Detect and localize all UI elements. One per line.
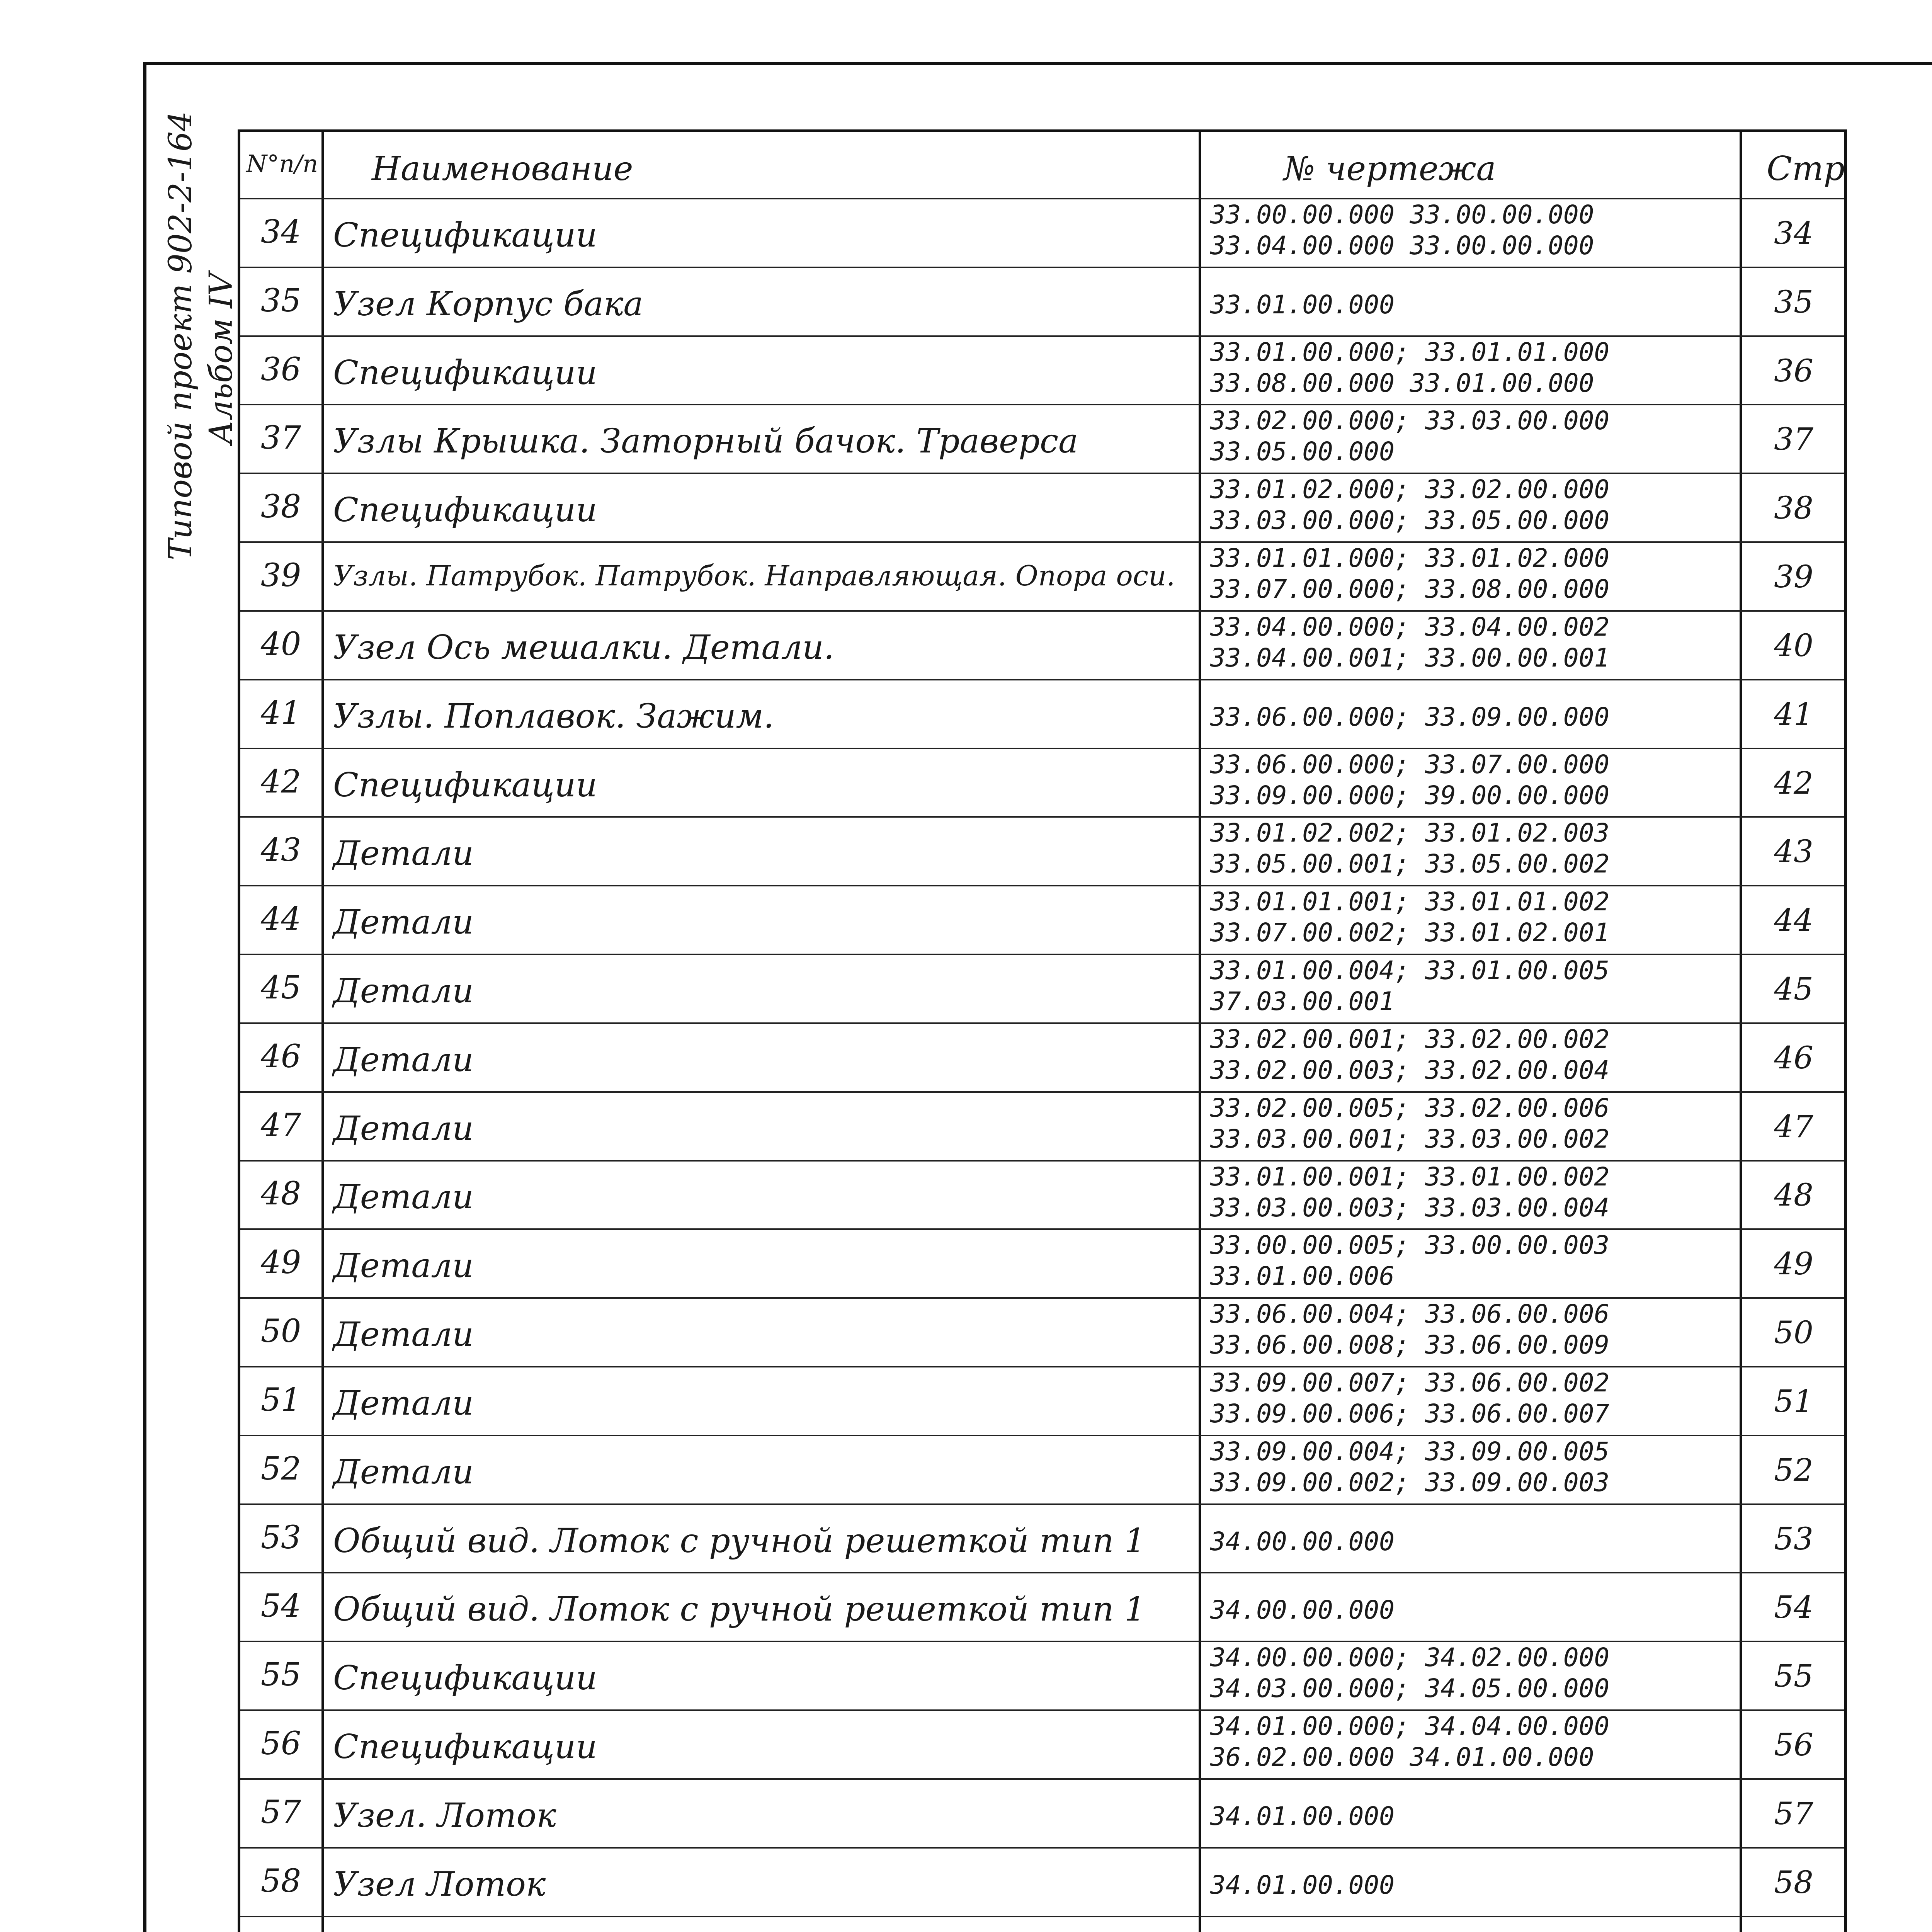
header-divider [240, 198, 1844, 199]
row-page: 39 [1774, 559, 1813, 595]
row-page: 58 [1774, 1864, 1813, 1900]
row-drawing-line1: 33.04.00.000; 33.04.00.002 [1210, 612, 1610, 642]
row-drawing-line1: 33.02.00.001; 33.02.00.002 [1210, 1024, 1610, 1054]
row-drawing-line2: 33.04.00.000 33.00.00.000 [1210, 231, 1594, 260]
row-name: Спецификации [333, 1728, 597, 1767]
row-number: 35 [260, 282, 301, 319]
row-drawing-line2: 33.07.00.000; 33.08.00.000 [1210, 574, 1610, 604]
row-number: 56 [260, 1725, 301, 1762]
row-drawing-line1: 33.00.00.000 33.00.00.000 [1210, 200, 1594, 230]
row-divider [240, 1572, 1844, 1573]
row-drawing-line1: 33.09.00.007; 33.06.00.002 [1210, 1368, 1610, 1398]
row-drawing-line1: 34.01.00.000 [1210, 1870, 1395, 1900]
row-page: 49 [1774, 1246, 1813, 1282]
row-name: Детали [333, 1384, 474, 1423]
row-number: 36 [260, 351, 301, 388]
row-number: 55 [260, 1656, 301, 1694]
row-page: 44 [1774, 902, 1813, 939]
row-page: 36 [1774, 352, 1813, 389]
row-page: 45 [1774, 971, 1813, 1007]
row-page: 37 [1774, 421, 1813, 457]
row-name: Детали [333, 1040, 474, 1079]
row-divider [240, 1778, 1844, 1780]
row-page: 34 [1774, 215, 1813, 251]
row-drawing-line1: 33.01.01.001; 33.01.01.002 [1210, 887, 1610, 917]
row-drawing-line1: 33.01.00.000; 33.01.01.000 [1210, 337, 1610, 367]
row-number: 51 [260, 1381, 301, 1418]
row-drawing-line2: 37.03.00.001 [1210, 986, 1395, 1017]
row-number: 54 [260, 1588, 301, 1625]
row-drawing-line2: 36.02.00.000 34.01.00.000 [1210, 1742, 1594, 1772]
row-drawing-line2: 33.08.00.000 33.01.00.000 [1210, 368, 1594, 398]
row-name: Спецификации [333, 491, 597, 530]
row-name: Детали [333, 971, 474, 1010]
row-name: Узлы Крышка. Заторный бачок. Траверса [333, 422, 1078, 461]
row-number: 45 [260, 969, 301, 1006]
row-drawing-line1: 33.01.00.000 [1210, 289, 1395, 320]
row-name: Детали [333, 834, 474, 873]
row-page: 54 [1774, 1589, 1813, 1626]
row-drawing-line1: 33.01.02.000; 33.02.00.000 [1210, 474, 1610, 505]
row-drawing-line2: 33.02.00.003; 33.02.00.004 [1210, 1055, 1610, 1085]
row-drawing-line1: 33.01.02.002; 33.01.02.003 [1210, 818, 1610, 848]
row-drawing-line2: 33.03.00.000; 33.05.00.000 [1210, 505, 1610, 536]
row-number: 42 [260, 763, 301, 800]
row-drawing-line2: 33.06.00.008; 33.06.00.009 [1210, 1330, 1610, 1360]
row-divider [240, 1847, 1844, 1849]
row-page: 55 [1774, 1658, 1813, 1694]
row-name: Узлы. Патрубок. Патрубок. Направляющая. Опора оси. [333, 560, 1175, 592]
row-page: 40 [1774, 627, 1813, 663]
row-number: 39 [260, 557, 301, 594]
row-page: 47 [1774, 1108, 1813, 1145]
row-name: Общий вид. Лоток с ручной решеткой тип 1 [333, 1521, 1146, 1560]
row-drawing-line1: 33.06.00.000; 33.09.00.000 [1210, 702, 1610, 732]
row-drawing-line1: 33.06.00.004; 33.06.00.006 [1210, 1299, 1610, 1329]
row-drawing-line1: 33.06.00.000; 33.07.00.000 [1210, 749, 1610, 779]
row-page: 35 [1774, 284, 1813, 320]
row-name: Детали [333, 1247, 474, 1286]
header-name: Наименование [372, 150, 633, 188]
row-page: 43 [1774, 833, 1813, 870]
row-drawing-line1: 33.09.00.004; 33.09.00.005 [1210, 1436, 1610, 1466]
row-page: 38 [1774, 490, 1813, 526]
row-drawing-line2: 33.05.00.001; 33.05.00.002 [1210, 849, 1610, 879]
row-name: Детали [333, 1452, 474, 1492]
row-number: 37 [260, 420, 301, 457]
row-page: 53 [1774, 1520, 1813, 1557]
row-number: 48 [260, 1175, 301, 1213]
row-name: Узлы. Поплавок. Зажим. [333, 697, 774, 736]
row-drawing-line2: 33.09.00.002; 33.09.00.003 [1210, 1467, 1610, 1497]
row-number: 38 [260, 488, 301, 526]
row-number: 58 [260, 1862, 301, 1900]
row-page: 48 [1774, 1177, 1813, 1213]
col-divider [1199, 132, 1201, 1932]
row-name: Узел Корпус бака [333, 284, 643, 323]
row-name: Спецификации [333, 765, 597, 804]
row-page: 42 [1774, 765, 1813, 801]
row-divider [240, 1503, 1844, 1505]
row-number: 43 [260, 832, 301, 869]
row-drawing-line2: 33.03.00.003; 33.03.00.004 [1210, 1192, 1610, 1223]
row-page: 41 [1774, 696, 1813, 732]
header-drawing: № чертежа [1284, 150, 1496, 188]
row-drawing-line2: 33.05.00.000 [1210, 437, 1395, 467]
row-name: Общий вид. Лоток с ручной решеткой тип 1 [333, 1590, 1146, 1629]
row-drawing-line1: 33.01.00.001; 33.01.00.002 [1210, 1162, 1610, 1192]
row-page: 56 [1774, 1727, 1813, 1763]
row-drawing-line2: 34.03.00.000; 34.05.00.000 [1210, 1673, 1610, 1704]
row-name: Узел. Лоток [333, 1796, 556, 1835]
row-number: 47 [260, 1107, 301, 1144]
contents-table [238, 129, 1847, 1932]
row-number: 41 [260, 694, 301, 731]
row-page: 46 [1774, 1039, 1813, 1076]
row-drawing-line1: 34.01.00.000; 34.04.00.000 [1210, 1711, 1610, 1742]
row-drawing-line1: 34.00.00.000 [1210, 1526, 1395, 1556]
row-drawing-line2: 33.01.00.006 [1210, 1261, 1395, 1291]
col-divider [321, 132, 324, 1932]
row-number: 49 [260, 1244, 301, 1281]
row-number: 44 [260, 901, 301, 938]
row-name: Детали [333, 1178, 474, 1217]
row-number: 40 [260, 626, 301, 663]
row-number: 53 [260, 1519, 301, 1556]
row-drawing-line2: 33.04.00.001; 33.00.00.001 [1210, 643, 1610, 673]
row-page: 52 [1774, 1452, 1813, 1488]
row-divider [240, 1916, 1844, 1917]
row-drawing-line1: 34.00.00.000 [1210, 1595, 1395, 1625]
row-drawing-line2: 33.03.00.001; 33.03.00.002 [1210, 1124, 1610, 1154]
row-number: 34 [260, 213, 301, 250]
row-name: Спецификации [333, 353, 597, 392]
row-number: 57 [260, 1794, 301, 1831]
row-page: 51 [1774, 1383, 1813, 1419]
row-number: 52 [260, 1450, 301, 1487]
row-name: Детали [333, 903, 474, 942]
row-number: 50 [260, 1313, 301, 1350]
row-name: Узел Ось мешалки. Детали. [333, 628, 835, 667]
row-drawing-line2: 33.09.00.006; 33.06.00.007 [1210, 1399, 1610, 1429]
row-drawing-line1: 34.01.00.000 [1210, 1801, 1395, 1831]
header-page: Стр [1767, 150, 1845, 188]
row-drawing-line1: 33.01.01.000; 33.01.02.000 [1210, 543, 1610, 573]
row-name: Узел Лоток [333, 1865, 546, 1904]
row-name: Детали [333, 1109, 474, 1148]
row-drawing-line1: 33.02.00.000; 33.03.00.000 [1210, 406, 1610, 436]
row-drawing-line1: 33.01.00.004; 33.01.00.005 [1210, 956, 1610, 986]
row-name: Спецификации [333, 1659, 597, 1698]
album-label: Альбом IV [203, 272, 240, 444]
row-page: 50 [1774, 1315, 1813, 1351]
row-name: Детали [333, 1315, 474, 1354]
row-drawing-line1: 34.00.00.000; 34.02.00.000 [1210, 1643, 1610, 1673]
row-divider [240, 267, 1844, 268]
row-name: Спецификации [333, 216, 597, 255]
row-drawing-line1: 33.00.00.005; 33.00.00.003 [1210, 1230, 1610, 1260]
header-num: N°п/п [246, 150, 318, 178]
row-number: 46 [260, 1038, 301, 1075]
row-drawing-line1: 33.02.00.005; 33.02.00.006 [1210, 1093, 1610, 1123]
row-page: 57 [1774, 1795, 1813, 1832]
row-divider [240, 679, 1844, 680]
row-drawing-line2: 33.09.00.000; 39.00.00.000 [1210, 780, 1610, 810]
row-drawing-line2: 33.07.00.002; 33.01.02.001 [1210, 918, 1610, 948]
project-code: Типовой проект 902-2-164 [162, 111, 199, 560]
